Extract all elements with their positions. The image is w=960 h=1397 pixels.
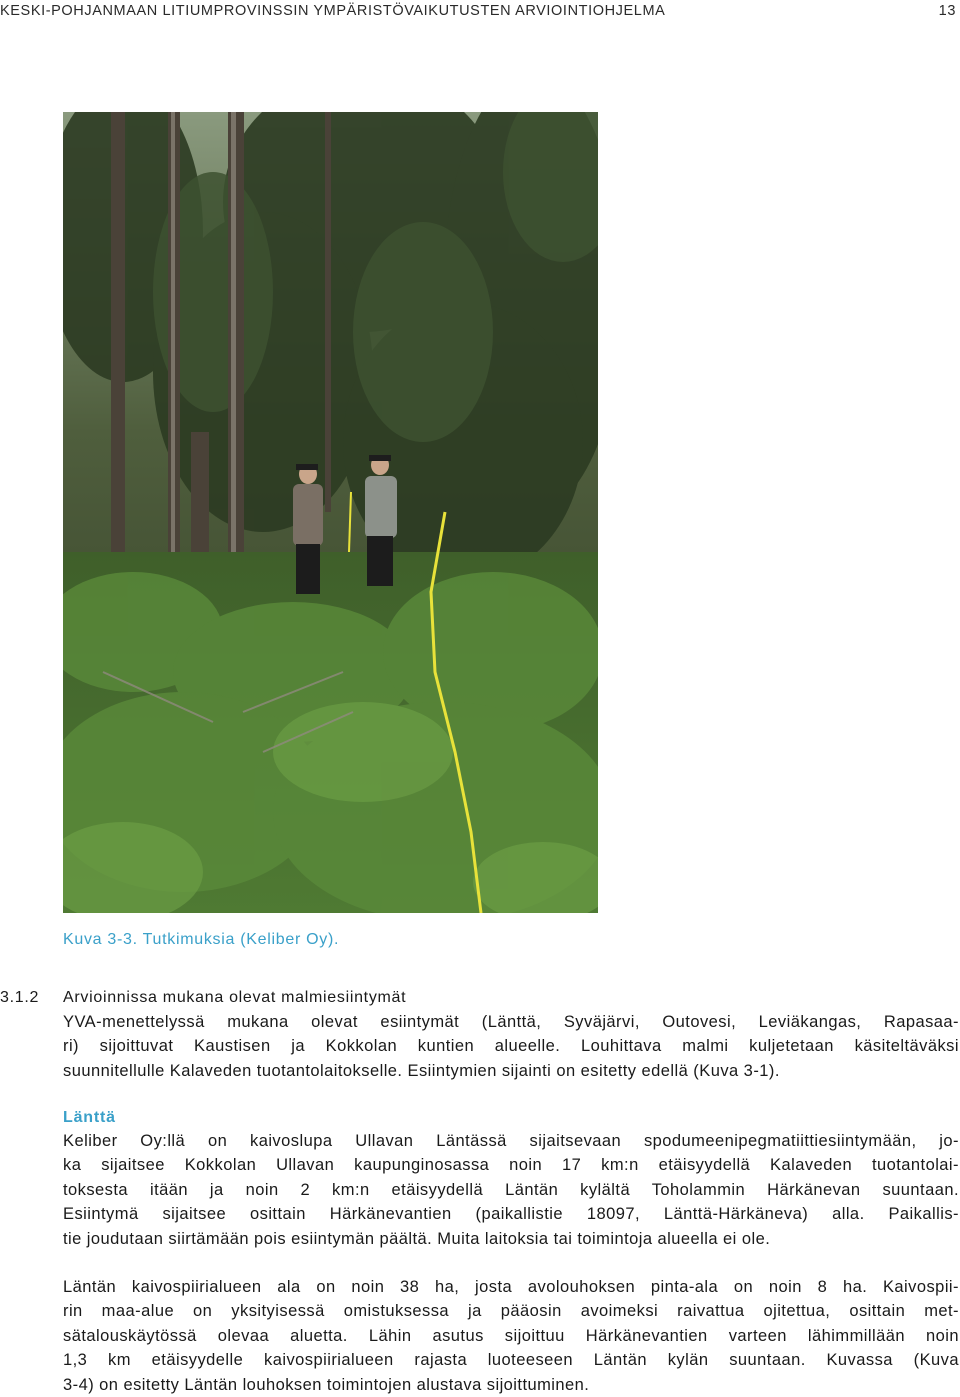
paragraph-line: Esiintymä sijaitsee osittain Härkänevantien (paikallistie 18097, Länttä-Härkäneva) alla. Paikallis- <box>63 1205 959 1224</box>
paragraph-line: toksesta itään ja noin 2 km:n etäisyydellä Läntän kylältä Toholammin Härkänevan suuntaan. <box>63 1180 959 1199</box>
lantta-paragraph-1 <box>63 1129 959 1251</box>
subheading-lantta: Länttä <box>63 1109 116 1126</box>
paragraph-line: suunnitellulle Kalaveden tuotantolaitokselle. Esiintymien sijainti on esitetty edellä (Kuva 3-1). <box>63 1061 780 1080</box>
document-header-title: KESKI-POHJANMAAN LITIUMPROVINSSIN YMPÄRISTÖVAIKUTUSTEN ARVIOINTIOHJELMA <box>0 3 666 19</box>
paragraph-line: 3-4) on esitetty Läntän louhoksen toimintojen alustava sijoittuminen. <box>63 1375 590 1394</box>
paragraph-line: tie joudutaan siirtämään pois esiintymän päältä. Muita laitoksia tai toimintoja alueella ei ole. <box>63 1229 771 1248</box>
paragraph-line: ka sijaitsee Kokkolan Ullavan kaupunginosassa noin 17 km:n etäisyydellä Kalaveden tuotantolai- <box>63 1156 959 1175</box>
page-number: 13 <box>938 3 956 19</box>
paragraph-line: Läntän kaivospiirialueen ala on noin 38 ha, josta avolouhoksen pinta-ala on noin 8 ha. Kaivospii- <box>63 1278 959 1296</box>
figure-caption: Kuva 3-3. Tutkimuksia (Keliber Oy). <box>63 931 340 948</box>
lantta-paragraph-2 <box>63 1275 959 1397</box>
paragraph-line: YVA-menettelyssä mukana olevat esiintymät (Länttä, Syväjärvi, Outovesi, Leviäkangas, Rapasaa- <box>63 1013 959 1031</box>
paragraph-line: Keliber Oy:llä on kaivoslupa Ullavan Läntässä sijaitsevaan spodumeenipegmatiittiesiintymään, jo- <box>63 1132 959 1150</box>
paragraph-line: sätalouskäytössä olevaa aluetta. Lähin asutus sijoittuu Härkänevantien varteen lähimmillään noin <box>63 1326 959 1345</box>
forest-research-photo <box>63 112 598 913</box>
paragraph-line: ri) sijoittuvat Kaustisen ja Kokkolan kuntien alueelle. Louhittava malmi kuljetetaan käsiteltäväksi <box>63 1037 959 1056</box>
section-number: 3.1.2 <box>0 989 40 1006</box>
paragraph-line: rin maa-alue on yksityisessä omistuksessa ja pääosin avoimeksi raivattua ojitettua, osittain met- <box>63 1302 959 1321</box>
section-title: Arvioinnissa mukana olevat malmiesiintymät <box>63 989 407 1006</box>
paragraph-line: 1,3 km etäisyydelle kaivospiirialueen rajasta luoteeseen Läntän kylän suuntaan. Kuvassa (Kuva <box>63 1351 959 1370</box>
section-intro-paragraph <box>63 1010 959 1083</box>
